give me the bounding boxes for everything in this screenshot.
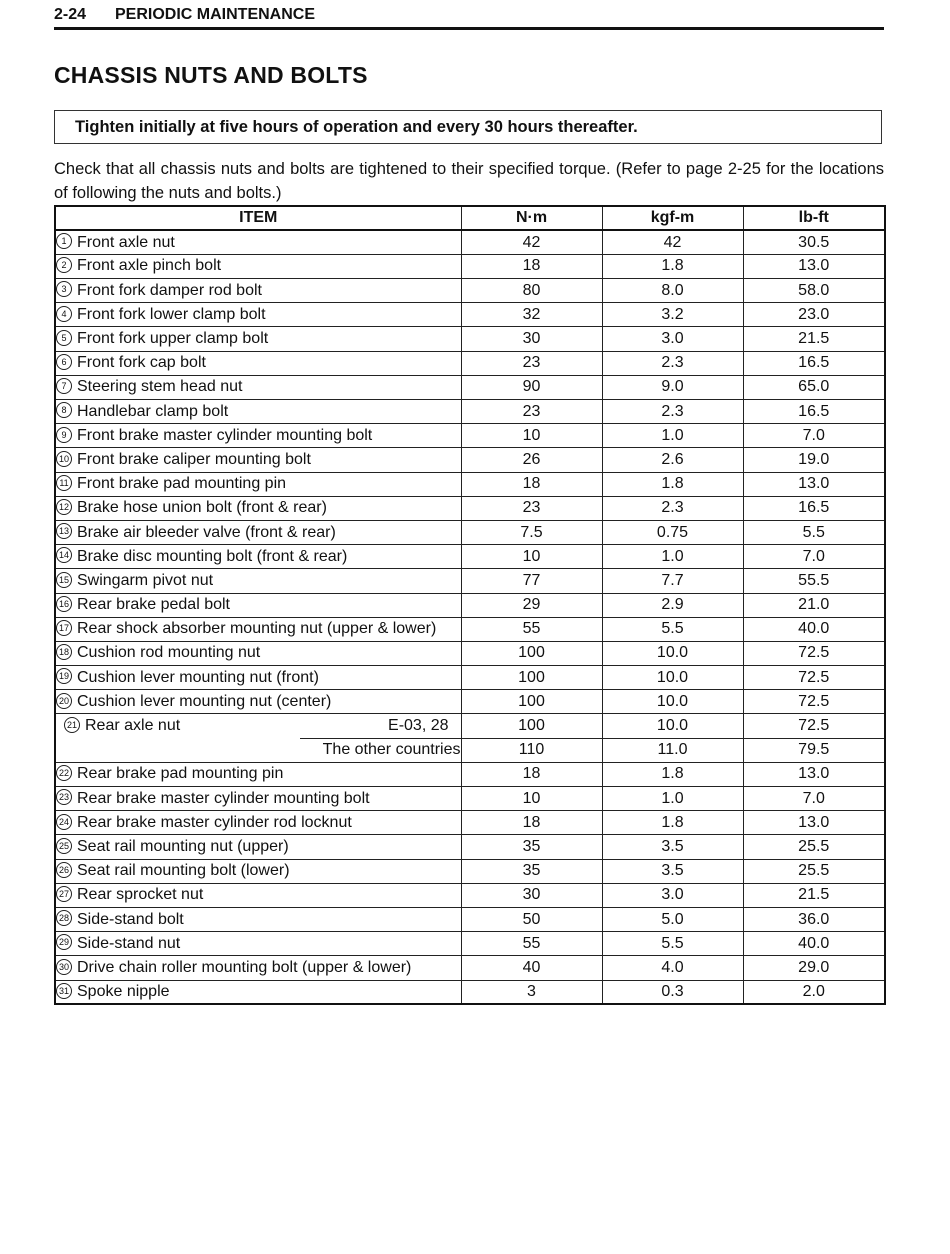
item-number-badge: 22 [56, 765, 72, 781]
column-header-lbft: lb-ft [743, 206, 885, 230]
lbft-value: 79.5 [743, 738, 885, 762]
nm-value: 35 [461, 859, 602, 883]
item-cell [55, 254, 461, 278]
item-number-badge: 13 [56, 523, 72, 539]
nm-value: 29 [461, 593, 602, 617]
lbft-value: 72.5 [743, 714, 885, 738]
item-name: Handlebar clamp bolt [77, 402, 229, 420]
kgfm-value: 1.0 [602, 424, 743, 448]
nm-value: 42 [461, 230, 602, 254]
kgfm-value: 3.0 [602, 883, 743, 907]
item-cell [55, 835, 461, 859]
lbft-value: 58.0 [743, 279, 885, 303]
item-name: Rear brake master cylinder rod locknut [77, 813, 352, 831]
item-name: Rear brake master cylinder mounting bolt [77, 789, 370, 807]
item-cell [55, 956, 461, 980]
column-header-kgfm: kgf-m [602, 206, 743, 230]
column-header-nm: N·m [461, 206, 602, 230]
item-name: Rear axle nut [85, 717, 181, 735]
nm-value: 10 [461, 424, 602, 448]
table-row [55, 811, 885, 835]
nm-value: 23 [461, 351, 602, 375]
lbft-value: 16.5 [743, 400, 885, 424]
item-cell [55, 303, 461, 327]
nm-value: 18 [461, 254, 602, 278]
lbft-value: 16.5 [743, 351, 885, 375]
item-name: Front axle nut [77, 233, 175, 251]
item-name: Spoke nipple [77, 982, 170, 1000]
lbft-value: 65.0 [743, 375, 885, 399]
item-name: Front fork damper rod bolt [77, 281, 262, 299]
kgfm-value: 10.0 [602, 641, 743, 665]
table-row-rear-axle [55, 714, 885, 738]
item-number-badge: 24 [56, 814, 72, 830]
item-name: Rear brake pad mounting pin [77, 765, 284, 783]
lbft-value: 55.5 [743, 569, 885, 593]
table-row [55, 932, 885, 956]
lbft-value: 29.0 [743, 956, 885, 980]
table-row [55, 254, 885, 278]
torque-table [54, 205, 886, 1005]
kgfm-value: 10.0 [602, 666, 743, 690]
nm-value: 110 [461, 738, 602, 762]
table-row [55, 496, 885, 520]
item-cell [55, 811, 461, 835]
table-row [55, 690, 885, 714]
item-cell [55, 375, 461, 399]
nm-value: 50 [461, 907, 602, 931]
lbft-value: 7.0 [743, 545, 885, 569]
kgfm-value: 4.0 [602, 956, 743, 980]
lbft-value: 13.0 [743, 254, 885, 278]
variant-label: E-03, 28 [388, 717, 449, 735]
kgfm-value: 2.3 [602, 351, 743, 375]
kgfm-value: 3.0 [602, 327, 743, 351]
item-name: Brake air bleeder valve (front & rear) [77, 523, 336, 541]
item-cell [55, 762, 461, 786]
nm-value: 90 [461, 375, 602, 399]
kgfm-value: 3.5 [602, 859, 743, 883]
item-number-badge: 19 [56, 668, 72, 684]
nm-value: 100 [461, 666, 602, 690]
table-row [55, 859, 885, 883]
table-row [55, 762, 885, 786]
nm-value: 18 [461, 472, 602, 496]
item-number-badge: 16 [56, 596, 72, 612]
table-row [55, 593, 885, 617]
kgfm-value: 1.0 [602, 787, 743, 811]
lbft-value: 36.0 [743, 907, 885, 931]
table-row [55, 279, 885, 303]
nm-value: 100 [461, 641, 602, 665]
lbft-value: 25.5 [743, 859, 885, 883]
item-number-badge: 18 [56, 644, 72, 660]
kgfm-value: 0.3 [602, 980, 743, 1004]
item-cell [55, 472, 461, 496]
lbft-value: 21.0 [743, 593, 885, 617]
item-number-badge: 11 [56, 475, 72, 491]
nm-value: 26 [461, 448, 602, 472]
kgfm-value: 11.0 [602, 738, 743, 762]
table-row [55, 327, 885, 351]
table-row [55, 835, 885, 859]
lbft-value: 25.5 [743, 835, 885, 859]
nm-value: 10 [461, 787, 602, 811]
item-number-badge: 5 [56, 330, 72, 346]
item-number-badge: 29 [56, 934, 72, 950]
lbft-value: 16.5 [743, 496, 885, 520]
nm-value: 32 [461, 303, 602, 327]
item-name: Swingarm pivot nut [77, 571, 214, 589]
item-name: Front brake pad mounting pin [77, 475, 287, 493]
table-row [55, 787, 885, 811]
item-cell [55, 327, 461, 351]
item-number-badge: 7 [56, 378, 72, 394]
nm-value: 7.5 [461, 520, 602, 544]
table-row [55, 448, 885, 472]
item-number-badge: 14 [56, 547, 72, 563]
kgfm-value: 3.5 [602, 835, 743, 859]
lbft-value: 72.5 [743, 690, 885, 714]
table-row [55, 545, 885, 569]
kgfm-value: 9.0 [602, 375, 743, 399]
table-row [55, 520, 885, 544]
item-name: Front fork cap bolt [77, 354, 206, 372]
item-name: Brake disc mounting bolt (front & rear) [77, 547, 348, 565]
lbft-value: 40.0 [743, 617, 885, 641]
item-cell [55, 690, 461, 714]
item-cell [55, 545, 461, 569]
item-cell [55, 883, 461, 907]
kgfm-value: 5.5 [602, 617, 743, 641]
item-name: Rear brake pedal bolt [77, 596, 230, 614]
item-cell [55, 787, 461, 811]
lbft-value: 21.5 [743, 883, 885, 907]
table-row [55, 400, 885, 424]
kgfm-value: 5.0 [602, 907, 743, 931]
kgfm-value: 1.8 [602, 254, 743, 278]
item-cell [55, 520, 461, 544]
item-cell [55, 351, 461, 375]
item-number-badge: 6 [56, 354, 72, 370]
column-header-item: ITEM [55, 206, 461, 230]
kgfm-value: 5.5 [602, 932, 743, 956]
item-name: Cushion lever mounting nut (center) [77, 692, 332, 710]
table-row [55, 956, 885, 980]
item-name: Front brake master cylinder mounting bolt [77, 426, 373, 444]
table-row [55, 472, 885, 496]
item-number-badge: 4 [56, 306, 72, 322]
item-name: Brake hose union bolt (front & rear) [77, 499, 327, 517]
table-header-row [55, 206, 885, 230]
kgfm-value: 2.3 [602, 400, 743, 424]
item-number-badge: 8 [56, 402, 72, 418]
item-number-badge: 31 [56, 983, 72, 999]
item-cell [55, 714, 461, 738]
table-row [55, 641, 885, 665]
kgfm-value: 10.0 [602, 690, 743, 714]
header-rule [54, 27, 884, 30]
item-number-badge: 20 [56, 693, 72, 709]
nm-value: 10 [461, 545, 602, 569]
nm-value: 3 [461, 980, 602, 1004]
table-row-rear-axle-other [55, 738, 885, 762]
item-number-badge: 28 [56, 910, 72, 926]
item-name: Rear shock absorber mounting nut (upper & lower) [77, 620, 437, 638]
item-name: Side-stand bolt [77, 910, 184, 928]
item-number-badge: 9 [56, 427, 72, 443]
table-row [55, 617, 885, 641]
item-number-badge: 23 [56, 789, 72, 805]
kgfm-value: 0.75 [602, 520, 743, 544]
table-row [55, 569, 885, 593]
lbft-value: 21.5 [743, 327, 885, 351]
nm-value: 23 [461, 400, 602, 424]
kgfm-value: 2.6 [602, 448, 743, 472]
item-name: Front fork upper clamp bolt [77, 330, 269, 348]
kgfm-value: 10.0 [602, 714, 743, 738]
item-number-badge: 30 [56, 959, 72, 975]
lbft-value: 5.5 [743, 520, 885, 544]
variant-label: The other countries [322, 740, 461, 758]
table-row [55, 883, 885, 907]
item-cell [55, 666, 461, 690]
item-name: Cushion lever mounting nut (front) [77, 668, 319, 686]
table-row [55, 351, 885, 375]
kgfm-value: 1.8 [602, 472, 743, 496]
item-number-badge: 3 [56, 281, 72, 297]
nm-value: 100 [461, 690, 602, 714]
item-number-badge: 12 [56, 499, 72, 515]
nm-value: 40 [461, 956, 602, 980]
item-cell [55, 279, 461, 303]
kgfm-value: 8.0 [602, 279, 743, 303]
item-cell [55, 448, 461, 472]
item-cell [55, 496, 461, 520]
nm-value: 18 [461, 762, 602, 786]
item-cell [55, 400, 461, 424]
item-name: Cushion rod mounting nut [77, 644, 261, 662]
kgfm-value: 42 [602, 230, 743, 254]
item-name: Side-stand nut [77, 934, 181, 952]
table-row [55, 230, 885, 254]
section-title: PERIODIC MAINTENANCE [115, 6, 316, 23]
kgfm-value: 1.8 [602, 811, 743, 835]
nm-value: 18 [461, 811, 602, 835]
torque-table-body [55, 230, 885, 1004]
item-cell [55, 907, 461, 931]
item-number-badge: 26 [56, 862, 72, 878]
nm-value: 77 [461, 569, 602, 593]
item-name: Drive chain roller mounting bolt (upper & lower) [77, 958, 412, 976]
lbft-value: 7.0 [743, 787, 885, 811]
item-cell [55, 569, 461, 593]
nm-value: 100 [461, 714, 602, 738]
notice-text: Tighten initially at five hours of operation and every 30 hours thereafter. [75, 117, 638, 136]
table-row [55, 666, 885, 690]
lbft-value: 30.5 [743, 230, 885, 254]
item-number-badge: 2 [56, 257, 72, 273]
lbft-value: 2.0 [743, 980, 885, 1004]
kgfm-value: 1.0 [602, 545, 743, 569]
lbft-value: 19.0 [743, 448, 885, 472]
nm-value: 55 [461, 932, 602, 956]
item-cell [55, 424, 461, 448]
item-name: Rear sprocket nut [77, 886, 204, 904]
item-name: Steering stem head nut [77, 378, 243, 396]
variant-label-cell [55, 738, 461, 762]
lbft-value: 7.0 [743, 424, 885, 448]
item-cell [55, 593, 461, 617]
kgfm-value: 1.8 [602, 762, 743, 786]
table-row [55, 424, 885, 448]
page-title: CHASSIS NUTS AND BOLTS [54, 62, 368, 88]
lbft-value: 72.5 [743, 666, 885, 690]
maintenance-notice [54, 110, 882, 144]
nm-value: 30 [461, 883, 602, 907]
table-row [55, 980, 885, 1004]
item-number-badge: 27 [56, 886, 72, 902]
kgfm-value: 2.9 [602, 593, 743, 617]
item-number-badge: 21 [64, 717, 80, 733]
item-cell [55, 859, 461, 883]
item-number-badge: 1 [56, 233, 72, 249]
item-name: Front brake caliper mounting bolt [77, 450, 311, 468]
kgfm-value: 2.3 [602, 496, 743, 520]
table-row [55, 907, 885, 931]
item-name: Front axle pinch bolt [77, 257, 222, 275]
nm-value: 35 [461, 835, 602, 859]
item-number-badge: 10 [56, 451, 72, 467]
item-cell [55, 641, 461, 665]
nm-value: 55 [461, 617, 602, 641]
page-number: 2-24 [54, 6, 87, 23]
item-cell [55, 932, 461, 956]
variant-divider [300, 738, 461, 739]
item-number-badge: 25 [56, 838, 72, 854]
nm-value: 30 [461, 327, 602, 351]
intro-paragraph: Check that all chassis nuts and bolts are tightened to their specified torque. (Refer to page 2-25 for the locations of following the nuts and bolts.) [54, 160, 884, 202]
item-number-badge: 17 [56, 620, 72, 636]
page-header [54, 4, 884, 26]
table-row [55, 375, 885, 399]
lbft-value: 40.0 [743, 932, 885, 956]
item-cell [55, 617, 461, 641]
item-number-badge: 15 [56, 572, 72, 588]
table-row [55, 303, 885, 327]
item-cell [55, 980, 461, 1004]
item-name: Seat rail mounting nut (upper) [77, 837, 289, 855]
item-name: Seat rail mounting bolt (lower) [77, 862, 290, 880]
lbft-value: 13.0 [743, 762, 885, 786]
nm-value: 80 [461, 279, 602, 303]
item-cell [55, 230, 461, 254]
lbft-value: 13.0 [743, 472, 885, 496]
lbft-value: 13.0 [743, 811, 885, 835]
nm-value: 23 [461, 496, 602, 520]
kgfm-value: 7.7 [602, 569, 743, 593]
item-name: Front fork lower clamp bolt [77, 305, 266, 323]
lbft-value: 72.5 [743, 641, 885, 665]
kgfm-value: 3.2 [602, 303, 743, 327]
lbft-value: 23.0 [743, 303, 885, 327]
